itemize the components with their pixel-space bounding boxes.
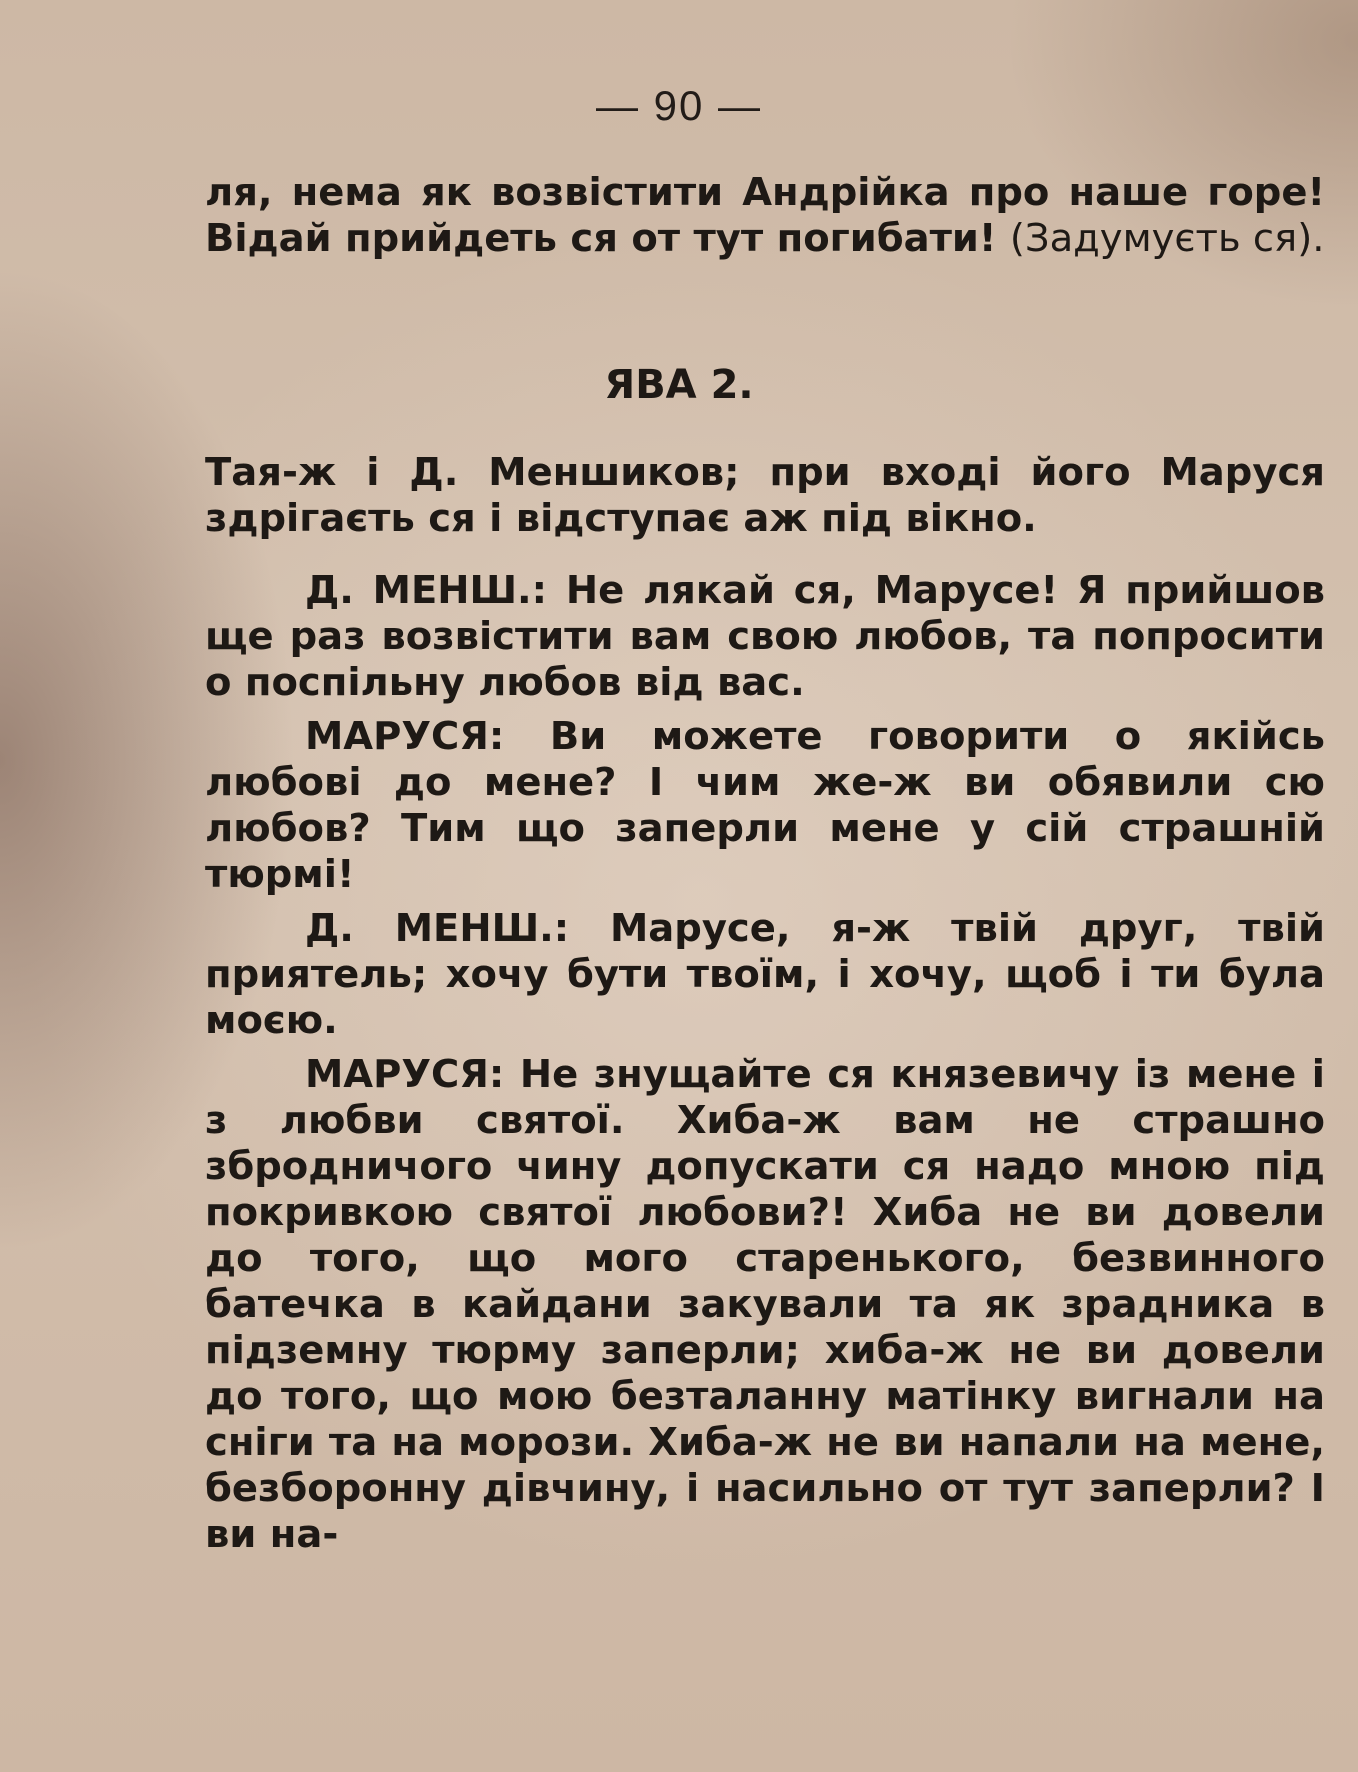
stage-direction: Тая-ж і Д. Меншиков; при вході його Маруся здрігаєть ся і відступає аж під вікно. [205, 450, 1325, 541]
speaker-name: МАРУСЯ: [305, 714, 505, 759]
speaker-name: Д. МЕНШ.: [305, 906, 570, 951]
dialogue-block [205, 568, 1325, 1566]
replica-text: Ви можете говорити о якійсь любові до мене? І чим же-ж ви обявили сю любов? Тим що заперли мене у сій страшній тюрмі! [205, 714, 1325, 897]
intro-paragraph [205, 170, 1325, 262]
intro-remark: (Задумуєть ся). [1009, 216, 1325, 261]
dialogue-replica [205, 568, 1325, 706]
page-number: — 90 — [595, 82, 763, 129]
speaker-name: МАРУСЯ: [305, 1052, 505, 1097]
replica-text: Не знущайте ся князевичу із мене і з любви святої. Хиба-ж вам не страшно збродничого чину допускати ся надо мною під покривкою святої любови?! Хиба не ви довели до того, що мого старенького, безвинного батечка в кайдани закували та як зрадника в підземну тюрму заперли; хиба-ж не ви довели до того, що мою безталанну матінку вигнали на сніги та на морози. Хиба-ж не ви напали на мене, безборонну дівчину, і насильно от тут заперли? І ви на- [205, 1052, 1325, 1557]
speaker-name: Д. МЕНШ.: [305, 568, 548, 613]
scene-heading: ЯВА 2. [604, 362, 754, 408]
intro-text: ля, нема як возвістити Андрійка про наше горе! Відай прийдеть ся от тут погибати! [205, 170, 1325, 261]
replica-text: Не лякай ся, Марусе! Я прийшов ще раз возвістити вам свою любов, та попросити о поспільну любов від вас. [205, 568, 1326, 705]
dialogue-replica [205, 714, 1325, 898]
dialogue-replica [205, 906, 1325, 1044]
replica-text: Марусе, я-ж твій друг, твій приятель; хочу бути твоїм, і хочу, щоб і ти була моєю. [205, 906, 1325, 1043]
dialogue-replica [205, 1052, 1325, 1558]
